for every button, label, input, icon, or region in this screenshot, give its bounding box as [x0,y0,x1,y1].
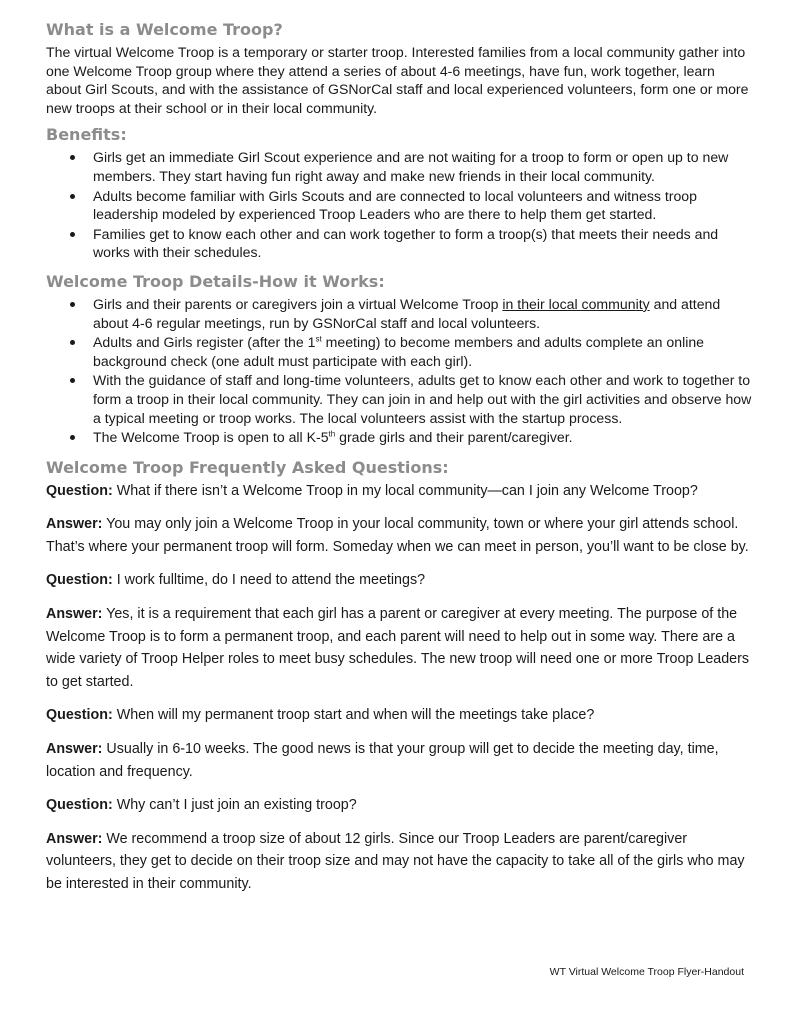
benefit-item: Adults become familiar with Girls Scouts and are connected to local volunteers and witness troop leadership modeled by experienced Troop Leaders who are there to help them get started. [93,187,752,224]
question-label: Question: [46,482,113,499]
answer-text: Yes, it is a requirement that each girl has a parent or caregiver at every meeting. The purpose of the Welcome Troop is to form a permanent troop, and each parent will need to help out in some way. There are a wide variety of Troop Helper roles to meet busy schedules. The new troop will need one or more Troop Leaders to get started. [46,606,750,690]
section-heading-benefits: Benefits: [46,125,127,145]
detail-text: Adults and Girls register (after the 1 [93,334,316,351]
faq-question [46,704,752,727]
detail-item [93,428,752,447]
question-label: Question: [46,572,113,589]
faq-answer [46,738,752,783]
section-heading-details: Welcome Troop Details-How it Works: [46,271,385,291]
faq-question [46,480,752,503]
section-heading-what: What is a Welcome Troop? [46,20,283,39]
detail-text: Girls and their parents or caregivers join a virtual Welcome Troop [93,295,503,312]
faq-question [46,569,752,592]
detail-text: The Welcome Troop is open to all K-5 [93,429,329,446]
faq-question [46,794,752,817]
question-label: Question: [46,797,113,814]
faq-answer [46,513,752,558]
ordinal-suffix: th [328,429,336,439]
answer-label: Answer: [46,741,103,758]
intro-paragraph: The virtual Welcome Troop is a temporary or starter troop. Interested families from a local community gather into one Welcome Troop group where they attend a series of about 4-6 meetings, have fun, work together, learn about Girl Scouts, and with the assistance of GSNorCal staff and local experienced volunteers, form one or more new troops at their school or in their local community. [46,44,749,116]
answer-label: Answer: [46,606,103,623]
page-footer: WT Virtual Welcome Troop Flyer-Handout [549,966,744,978]
benefit-item: Girls get an immediate Girl Scout experience and are not waiting for a troop to form or open up to new members. They start having fun right away and make new friends in their local community. [93,148,752,185]
answer-text: Usually in 6-10 weeks. The good news is that your group will get to decide the meeting day, time, location and frequency. [46,741,719,780]
answer-text: You may only join a Welcome Troop in your local community, town or where your girl attends school. That’s where your permanent troop will form. Someday when we can meet in person, you’ll want to be close by. [46,516,749,555]
detail-text: grade girls and their parent/caregiver. [335,429,573,446]
answer-label: Answer: [46,516,103,533]
faq-answer [46,603,752,693]
detail-text: meeting) to become members and adults complete an online background check (one adult must participate with each girl). [93,334,705,369]
faq-answer [46,828,752,896]
detail-text: and attend about 4-6 regular meetings, run by GSNorCal staff and local volunteers. [93,295,721,331]
question-text: Why can’t I just join an existing troop? [116,797,357,814]
section-heading-faq: Welcome Troop Frequently Asked Questions: [46,457,449,477]
detail-item [93,295,752,332]
document-page [46,20,752,907]
answer-text: We recommend a troop size of about 12 girls. Since our Troop Leaders are parent/caregiver volunteers, they get to decide on their troop size and may not have the capacity to take all of the girls who may be interested in their community. [46,830,745,892]
ordinal-suffix: st [315,334,322,344]
details-list [46,295,752,447]
answer-label: Answer: [46,830,103,847]
benefit-item: Families get to know each other and can work together to form a troop(s) that meets their needs and works with their schedules. [93,225,752,262]
question-label: Question: [46,707,113,724]
detail-item: With the guidance of staff and long-time volunteers, adults get to know each other and work to together to form a troop in their local community. They can join in and help out with the girl activities and observe how a typical meeting or troop works. The local volunteers assist with the startup process. [93,372,752,426]
underlined-phrase: in their local community [502,295,650,312]
question-text: I work fulltime, do I need to attend the meetings? [116,572,426,589]
detail-item [93,333,752,370]
benefits-list [46,148,752,262]
faq-section [46,480,752,896]
question-text: When will my permanent troop start and when will the meetings take place? [116,707,595,724]
question-text: What if there isn’t a Welcome Troop in my local community—can I join any Welcome Troop? [116,482,698,499]
